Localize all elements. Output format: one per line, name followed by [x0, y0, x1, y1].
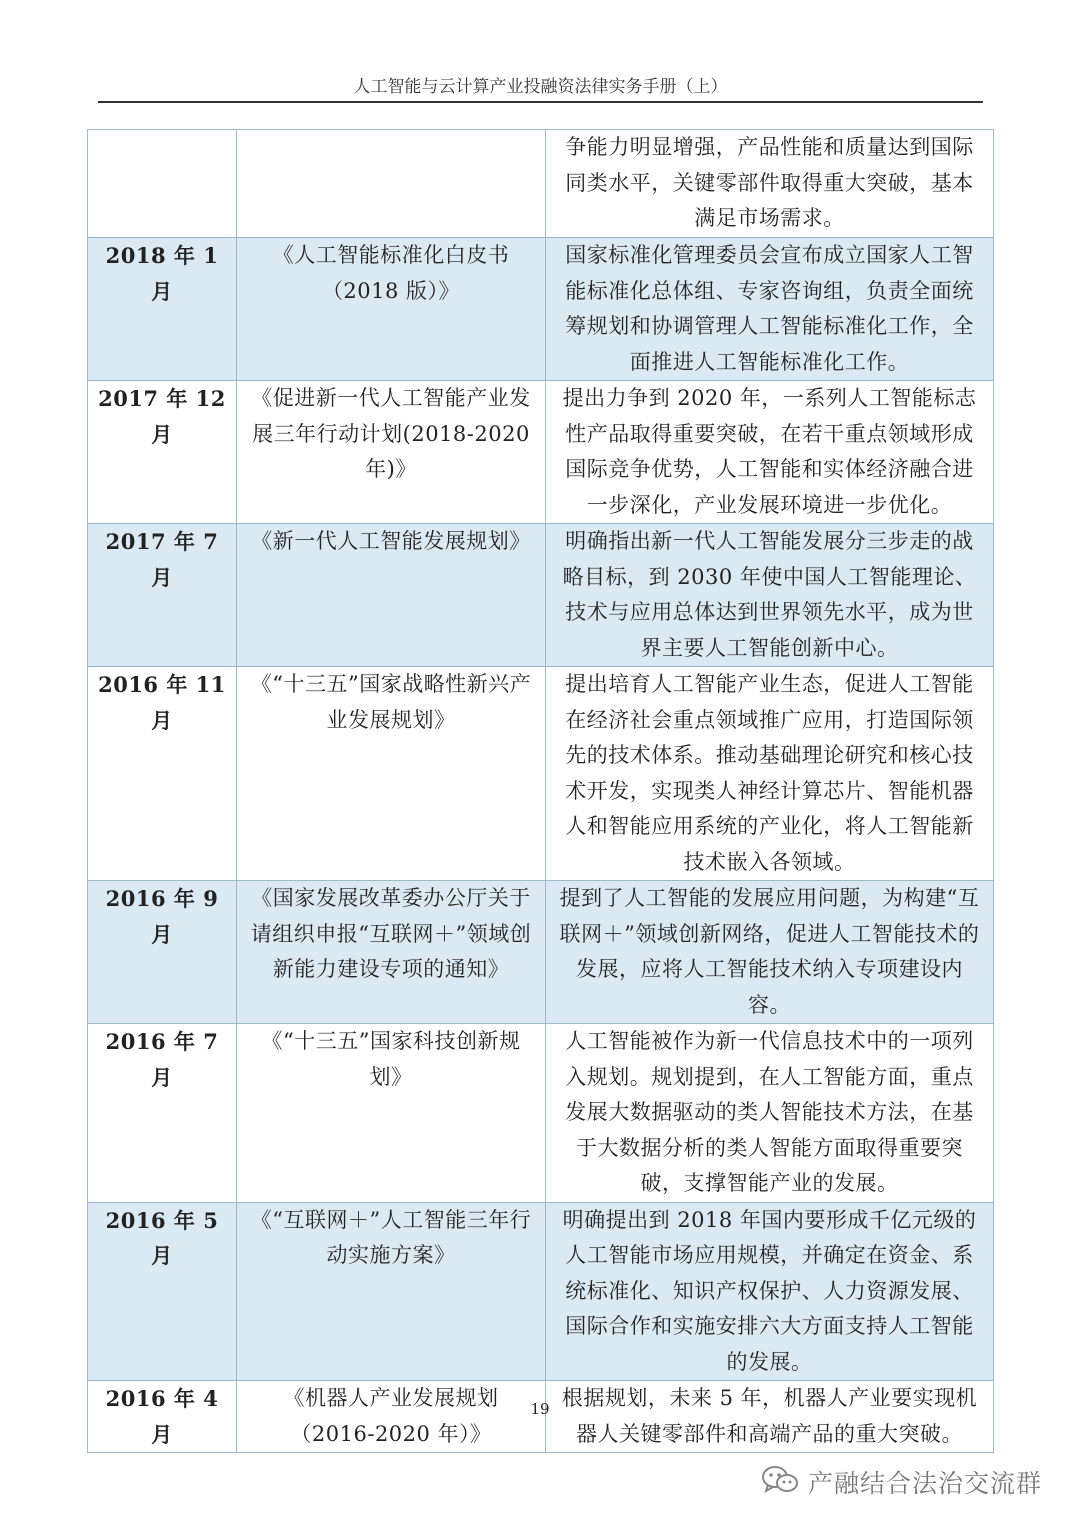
policy-name-cell: 《“十三五”国家科技创新规划》 — [237, 1024, 546, 1203]
date-cell: 2017 年 12 月 — [88, 381, 237, 524]
policy-name-cell: 《国家发展改革委办公厅关于请组织申报“互联网＋”领域创新能力建设专项的通知》 — [237, 881, 546, 1024]
description-cell: 提出培育人工智能产业生态，促进人工智能在经济社会重点领域推广应用，打造国际领先的技术体系。推动基础理论研究和核心技术开发，实现类人神经计算芯片、智能机器人和智能应用系统的产业化，将人工智能新技术嵌入各领域。 — [546, 667, 994, 881]
policy-name-cell: 《机器人产业发展规划（2016-2020 年）》 — [237, 1381, 546, 1453]
table-row — [88, 381, 994, 524]
watermark-text: 产融结合法治交流群 — [808, 1469, 1043, 1498]
table-row — [88, 1202, 994, 1381]
policy-name-cell: 《人工智能标准化白皮书（2018 版）》 — [237, 238, 546, 381]
table-row — [88, 524, 994, 667]
policy-name-cell: 《新一代人工智能发展规划》 — [237, 524, 546, 667]
date-cell: 2016 年 4 月 — [88, 1381, 237, 1453]
policy-name-cell: 《“十三五”国家战略性新兴产业发展规划》 — [237, 667, 546, 881]
date-cell: 2018 年 1 月 — [88, 238, 237, 381]
description-cell: 争能力明显增强，产品性能和质量达到国际同类水平，关键零部件取得重大突破，基本满足市场需求。 — [546, 130, 994, 238]
description-cell: 明确指出新一代人工智能发展分三步走的战略目标，到 2030 年使中国人工智能理论、技术与应用总体达到世界领先水平，成为世界主要人工智能创新中心。 — [546, 524, 994, 667]
running-header: 人工智能与云计算产业投融资法律实务手册（上） — [98, 74, 983, 103]
table-row — [88, 667, 994, 881]
description-cell: 人工智能被作为新一代信息技术中的一项列入规划。规划提到，在人工智能方面，重点发展大数据驱动的类人智能技术方法，在基于大数据分析的类人智能方面取得重要突破，支撑智能产业的发展。 — [546, 1024, 994, 1203]
table-row — [88, 130, 994, 238]
table-row — [88, 238, 994, 381]
date-cell: 2017 年 7 月 — [88, 524, 237, 667]
description-cell: 明确提出到 2018 年国内要形成千亿元级的人工智能市场应用规模，并确定在资金、系统标准化、知识产权保护、人力资源发展、国际合作和实施安排六大方面支持人工智能的发展。 — [546, 1202, 994, 1381]
table-row — [88, 881, 994, 1024]
policy-name-cell — [237, 130, 546, 238]
date-cell — [88, 130, 237, 238]
table-row — [88, 1024, 994, 1203]
watermark — [760, 1462, 1042, 1502]
date-cell: 2016 年 7 月 — [88, 1024, 237, 1203]
policy-name-cell: 《“互联网＋”人工智能三年行动实施方案》 — [237, 1202, 546, 1381]
description-cell: 提出力争到 2020 年，一系列人工智能标志性产品取得重要突破，在若干重点领域形成国际竞争优势，人工智能和实体经济融合进一步深化，产业发展环境进一步优化。 — [546, 381, 994, 524]
date-cell: 2016 年 9 月 — [88, 881, 237, 1024]
description-cell: 根据规划，未来 5 年，机器人产业要实现机器人关键零部件和高端产品的重大突破。 — [546, 1381, 994, 1453]
date-cell: 2016 年 11 月 — [88, 667, 237, 881]
description-cell: 国家标准化管理委员会宣布成立国家人工智能标准化总体组、专家咨询组，负责全面统筹规划和协调管理人工智能标准化工作，全面推进人工智能标准化工作。 — [546, 238, 994, 381]
policy-name-cell: 《促进新一代人工智能产业发展三年行动计划(2018-2020 年)》 — [237, 381, 546, 524]
description-cell: 提到了人工智能的发展应用问题，为构建“互联网＋”领域创新网络，促进人工智能技术的发展，应将人工智能技术纳入专项建设内容。 — [546, 881, 994, 1024]
page-number: 19 — [530, 1400, 550, 1418]
wechat-icon — [760, 1463, 800, 1501]
policy-table — [87, 129, 994, 1453]
date-cell: 2016 年 5 月 — [88, 1202, 237, 1381]
